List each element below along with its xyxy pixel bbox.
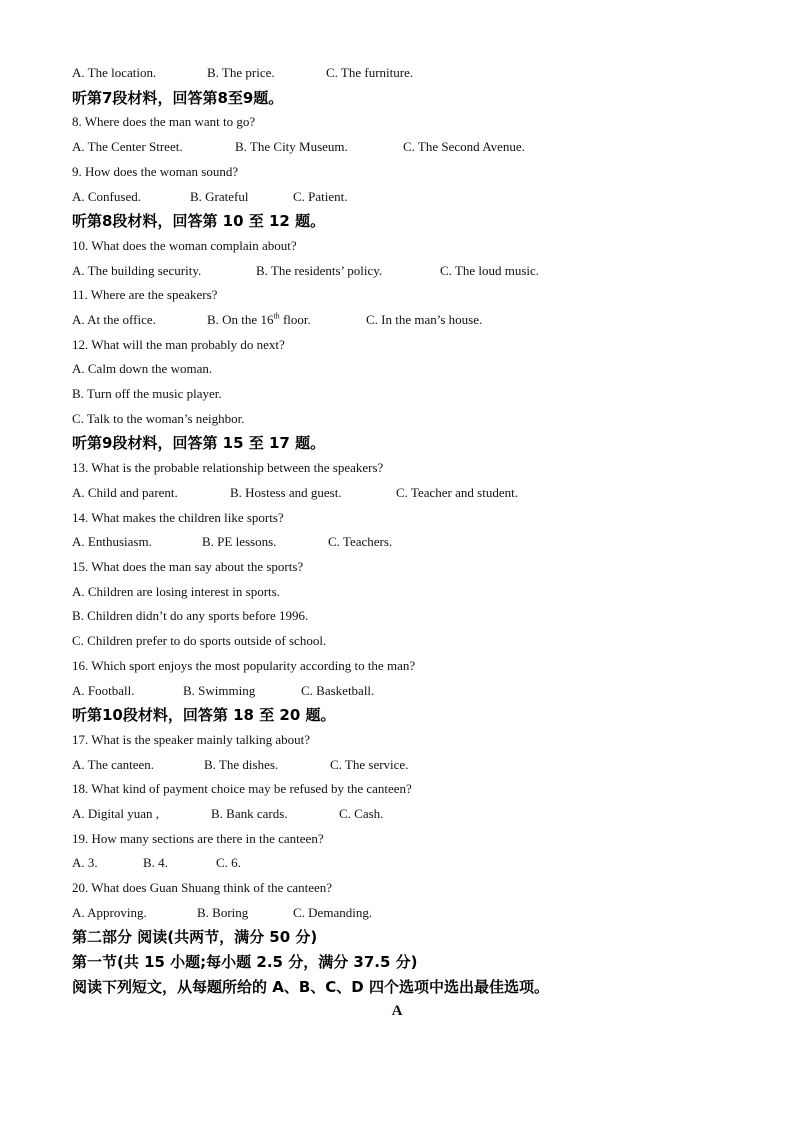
option-b: B. Swimming <box>183 683 256 698</box>
option-a: A. Digital yuan , <box>72 806 160 821</box>
reading-instructions: 阅读下列短文，从每题所给的 A、B、C、D 四个选项中选出最佳选项。 <box>72 978 549 996</box>
option-c: C. The furniture. <box>326 65 414 80</box>
question-11: 11. Where are the speakers? <box>72 287 218 302</box>
option-b: B. The price. <box>207 65 275 80</box>
section-one-heading: 第一节(共 15 小题;每小题 2.5 分，满分 37.5 分) <box>72 953 418 971</box>
option-15c: C. Children prefer to do sports outside of school. <box>72 633 327 648</box>
options-line-q8 <box>72 139 525 155</box>
option-a: A. The canteen. <box>72 757 155 772</box>
options-line-q19 <box>72 855 241 871</box>
options-line-q7 <box>72 65 414 81</box>
option-a: A. The Center Street. <box>72 139 183 154</box>
question-18: 18. What kind of payment choice may be refused by the canteen? <box>72 781 412 796</box>
question-8: 8. Where does the man want to go? <box>72 114 256 129</box>
option-15b: B. Children didn’t do any sports before 1996. <box>72 608 309 623</box>
option-b: B. The City Museum. <box>235 139 348 154</box>
question-12: 12. What will the man probably do next? <box>72 337 285 352</box>
option-c: C. The service. <box>330 757 409 772</box>
option-12c: C. Talk to the woman’s neighbor. <box>72 411 245 426</box>
ordinal-suffix: th <box>273 311 280 321</box>
option-b: B. 4. <box>143 855 168 870</box>
part-two-heading: 第二部分 阅读(共两节，满分 50 分) <box>72 928 318 946</box>
options-line-q11 <box>72 311 483 328</box>
option-b: B. PE lessons. <box>202 534 277 549</box>
option-a: A. Child and parent. <box>72 485 178 500</box>
option-a: A. The building security. <box>72 263 202 278</box>
option-12a: A. Calm down the woman. <box>72 361 213 376</box>
option-c: C. Teacher and student. <box>396 485 518 500</box>
question-16: 16. Which sport enjoys the most popularity according to the man? <box>72 658 416 673</box>
option-c: C. The loud music. <box>440 263 540 278</box>
section-heading-8: 听第8段材料，回答第 10 至 12 题。 <box>72 212 326 230</box>
options-line-q14 <box>72 534 393 550</box>
option-b: B. Boring <box>197 905 249 920</box>
option-b-text: B. On the 16 <box>207 312 274 327</box>
option-b: B. Grateful <box>190 189 249 204</box>
option-b: B. Hostess and guest. <box>230 485 342 500</box>
option-b: B. Bank cards. <box>211 806 288 821</box>
question-14: 14. What makes the children like sports? <box>72 510 284 525</box>
section-heading-9: 听第9段材料，回答第 15 至 17 题。 <box>72 434 326 452</box>
option-c: C. Demanding. <box>293 905 373 920</box>
options-line-q16 <box>72 683 375 699</box>
options-line-q20 <box>72 905 373 921</box>
section-heading-10: 听第10段材料，回答第 18 至 20 题。 <box>72 706 336 724</box>
option-c: C. Patient. <box>293 189 348 204</box>
question-15: 15. What does the man say about the sports? <box>72 559 304 574</box>
question-19: 19. How many sections are there in the canteen? <box>72 831 324 846</box>
question-13: 13. What is the probable relationship between the speakers? <box>72 460 384 475</box>
passage-label: A <box>391 1003 403 1019</box>
option-c: C. Cash. <box>339 806 384 821</box>
option-b <box>207 312 311 328</box>
option-c: C. The Second Avenue. <box>403 139 525 154</box>
option-a: A. Enthusiasm. <box>72 534 152 549</box>
option-c: C. Teachers. <box>328 534 393 549</box>
question-20: 20. What does Guan Shuang think of the canteen? <box>72 880 333 895</box>
option-15a: A. Children are losing interest in sports. <box>72 584 280 599</box>
option-a: A. The location. <box>72 65 157 80</box>
option-b: B. The residents’ policy. <box>256 263 383 278</box>
option-b-tail: floor. <box>279 312 311 327</box>
option-12b: B. Turn off the music player. <box>72 386 222 401</box>
option-c: C. 6. <box>216 855 241 870</box>
option-a: A. Confused. <box>72 189 141 204</box>
options-line-q18 <box>72 806 384 822</box>
option-a: A. Approving. <box>72 905 147 920</box>
question-10: 10. What does the woman complain about? <box>72 238 297 253</box>
option-b: B. The dishes. <box>204 757 279 772</box>
option-c: C. Basketball. <box>301 683 375 698</box>
section-heading-7: 听第7段材料，回答第8至9题。 <box>72 89 284 107</box>
question-9: 9. How does the woman sound? <box>72 164 239 179</box>
options-line-q9 <box>72 189 348 205</box>
option-a: A. 3. <box>72 855 98 870</box>
options-line-q13 <box>72 485 518 501</box>
options-line-q10 <box>72 263 540 279</box>
question-17: 17. What is the speaker mainly talking about? <box>72 732 311 747</box>
option-a: A. Football. <box>72 683 135 698</box>
option-a: A. At the office. <box>72 312 156 327</box>
options-line-q17 <box>72 757 409 773</box>
option-c: C. In the man’s house. <box>366 312 483 327</box>
